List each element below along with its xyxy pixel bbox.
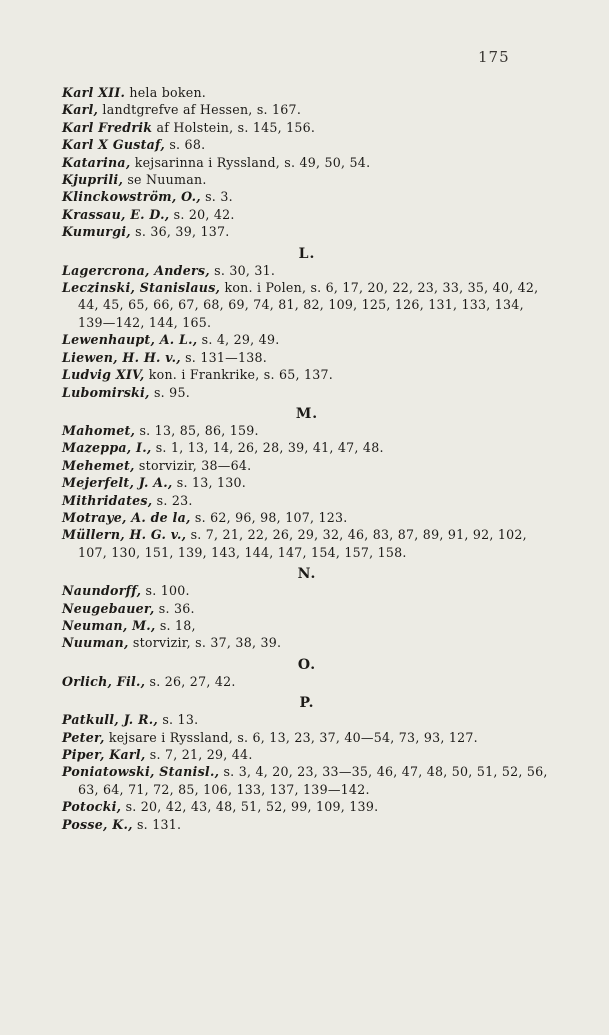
entry-name: Neuman, M., xyxy=(62,617,156,633)
section-letter: N. xyxy=(297,566,317,583)
entry-name: Liewen, H. H. v., xyxy=(62,349,181,365)
index-entry xyxy=(62,711,552,728)
index-entry xyxy=(62,816,552,833)
entry-name: Ludvig XIV, xyxy=(62,367,145,383)
index-entry xyxy=(62,84,552,101)
index-entry xyxy=(62,366,552,383)
section-spacer xyxy=(62,561,552,565)
entry-references: s. 3, 4, 20, 23, 33—35, 46, 47, 48, 50, 51, 52, 56, 63, 64, 71, 72, 85, 106, 133, 137, 139—142. xyxy=(78,764,548,797)
entry-name: Krassau, E. D., xyxy=(62,206,170,222)
section-spacer xyxy=(62,690,552,694)
index-entry xyxy=(62,384,552,401)
index-entry xyxy=(62,439,552,456)
entry-name: Müllern, H. G. v., xyxy=(62,527,187,543)
entry-references: s. 7, 21, 22, 26, 29, 32, 46, 83, 87, 89, 91, 92, 102, 107, 130, 151, 139, 143, 144, 147, 154, 157, 158. xyxy=(78,527,527,560)
entry-name: Lewenhaupt, A. L., xyxy=(62,332,198,348)
index-entry xyxy=(62,729,552,746)
index-entry xyxy=(62,763,552,798)
section-letter: O. xyxy=(297,656,317,673)
index-entry xyxy=(62,154,552,171)
entry-references: kejsarinna i Ryssland, s. 49, 50, 54. xyxy=(130,154,371,170)
entry-references: storvizir, 38—64. xyxy=(134,457,252,473)
index-entry xyxy=(62,331,552,348)
entry-name: Mithridates, xyxy=(62,492,153,508)
entry-name: Karl Fredrik xyxy=(62,119,153,135)
entry-name: Nuuman, xyxy=(62,635,129,651)
entry-name: Orlich, Fil., xyxy=(62,673,146,689)
entry-name: Mehemet, xyxy=(62,457,135,473)
entry-references: s. 7, 21, 29, 44. xyxy=(145,747,253,762)
index-entry xyxy=(62,171,552,188)
entry-references: s. 131. xyxy=(132,816,182,832)
index-entry xyxy=(62,617,552,634)
entry-references: s. 95. xyxy=(149,384,190,400)
entry-name: Poniatowski, Stanisl., xyxy=(62,764,220,780)
index-entry xyxy=(62,349,552,366)
entry-references: s. 62, 96, 98, 107, 123. xyxy=(190,509,348,525)
entry-references: s. 13, 85, 86, 159. xyxy=(135,422,259,438)
index-entry xyxy=(62,492,552,509)
index-entry xyxy=(62,136,552,153)
entry-references: s. 30, 31. xyxy=(209,262,276,278)
entry-name: Katarina, xyxy=(62,154,131,170)
entry-name: Karl, xyxy=(62,102,99,118)
index-entry xyxy=(62,188,552,205)
entry-name: Neugebauer, xyxy=(62,600,155,616)
index-entry xyxy=(62,798,552,815)
entry-name: Mahomet, xyxy=(62,422,136,438)
entry-references: s. 13, 130. xyxy=(172,475,247,491)
entry-name: Karl X Gustaf, xyxy=(62,137,166,153)
entry-references: s. 4, 29, 49. xyxy=(197,332,280,348)
entry-name: Lagercrona, Anders, xyxy=(62,262,210,278)
entry-references: s. 100. xyxy=(141,583,190,599)
entry-references: s. 13. xyxy=(158,712,199,728)
entry-references: s. 18, xyxy=(155,617,196,633)
entry-references: s. 26, 27, 42. xyxy=(145,673,236,689)
entry-references: s. 23. xyxy=(152,492,193,508)
section-spacer xyxy=(62,652,552,656)
index-entry xyxy=(62,422,552,439)
entry-name: Kjuprili, xyxy=(62,172,124,188)
entry-name: Potocki, xyxy=(62,799,122,815)
entry-name: Leczinski, Stanislaus, xyxy=(62,280,221,296)
index-entry xyxy=(62,223,552,240)
entry-references: s. 36, 39, 137. xyxy=(130,224,230,240)
index-entry xyxy=(62,600,552,617)
index-entry xyxy=(62,457,552,474)
entry-references: s. 36. xyxy=(154,600,195,616)
entry-name: Patkull, J. R., xyxy=(62,712,159,728)
page-number: 175 xyxy=(478,48,510,66)
index-entry xyxy=(62,746,552,763)
section-spacer xyxy=(62,241,552,245)
entry-name: Mazeppa, I., xyxy=(62,440,152,456)
entry-name: Lubomirski, xyxy=(62,384,150,400)
entry-references: storvizir, s. 37, 38, 39. xyxy=(128,635,282,651)
index-entry xyxy=(62,526,552,561)
index-entry xyxy=(62,634,552,651)
index-entry xyxy=(62,582,552,599)
entry-references: s. 3. xyxy=(200,189,233,205)
entry-references: hela boken. xyxy=(125,85,207,100)
entry-name: Karl XII. xyxy=(62,85,126,100)
entry-name: Posse, K., xyxy=(62,816,133,832)
entry-references: s. 20, 42. xyxy=(169,206,235,222)
index-entry xyxy=(62,279,552,331)
name-index xyxy=(62,84,552,833)
index-entry xyxy=(62,673,552,690)
entry-references: se Nuuman. xyxy=(123,172,207,188)
index-entry xyxy=(62,262,552,279)
entry-references: kon. i Polen, s. 6, 17, 20, 22, 23, 33, 35, 40, 42, 44, 45, 65, 66, 67, 68, 69, 74, 81, 82, 109, 125, 126, 131, 133, 134, 139—142, 144, 165. xyxy=(78,280,539,330)
section-letter: P. xyxy=(299,695,315,712)
section-letter: M. xyxy=(295,405,319,422)
entry-references: landtgrefve af Hessen, s. 167. xyxy=(98,102,302,118)
entry-references: af Holstein, s. 145, 156. xyxy=(152,119,316,135)
entry-name: Naundorff, xyxy=(62,583,142,599)
entry-references: kejsare i Ryssland, s. 6, 13, 23, 37, 40—54, 73, 93, 127. xyxy=(104,729,478,745)
entry-name: Kumurgi, xyxy=(62,224,131,240)
section-spacer xyxy=(62,401,552,405)
entry-references: kon. i Frankrike, s. 65, 137. xyxy=(144,367,334,383)
index-entry xyxy=(62,474,552,491)
index-entry xyxy=(62,101,552,118)
index-entry xyxy=(62,119,552,136)
entry-references: s. 68. xyxy=(165,137,206,153)
index-entry xyxy=(62,509,552,526)
entry-references: s. 131—138. xyxy=(180,349,267,365)
entry-name: Piper, Karl, xyxy=(62,747,146,762)
index-entry xyxy=(62,206,552,223)
section-letter: L. xyxy=(298,245,316,262)
entry-name: Peter, xyxy=(62,729,105,745)
entry-name: Klinckowström, O., xyxy=(62,189,201,205)
entry-references: s. 1, 13, 14, 26, 28, 39, 41, 47, 48. xyxy=(151,440,384,456)
entry-name: Motraye, A. de la, xyxy=(62,509,191,525)
entry-name: Mejerfelt, J. A., xyxy=(62,475,173,491)
entry-references: s. 20, 42, 43, 48, 51, 52, 99, 109, 139. xyxy=(121,799,379,815)
